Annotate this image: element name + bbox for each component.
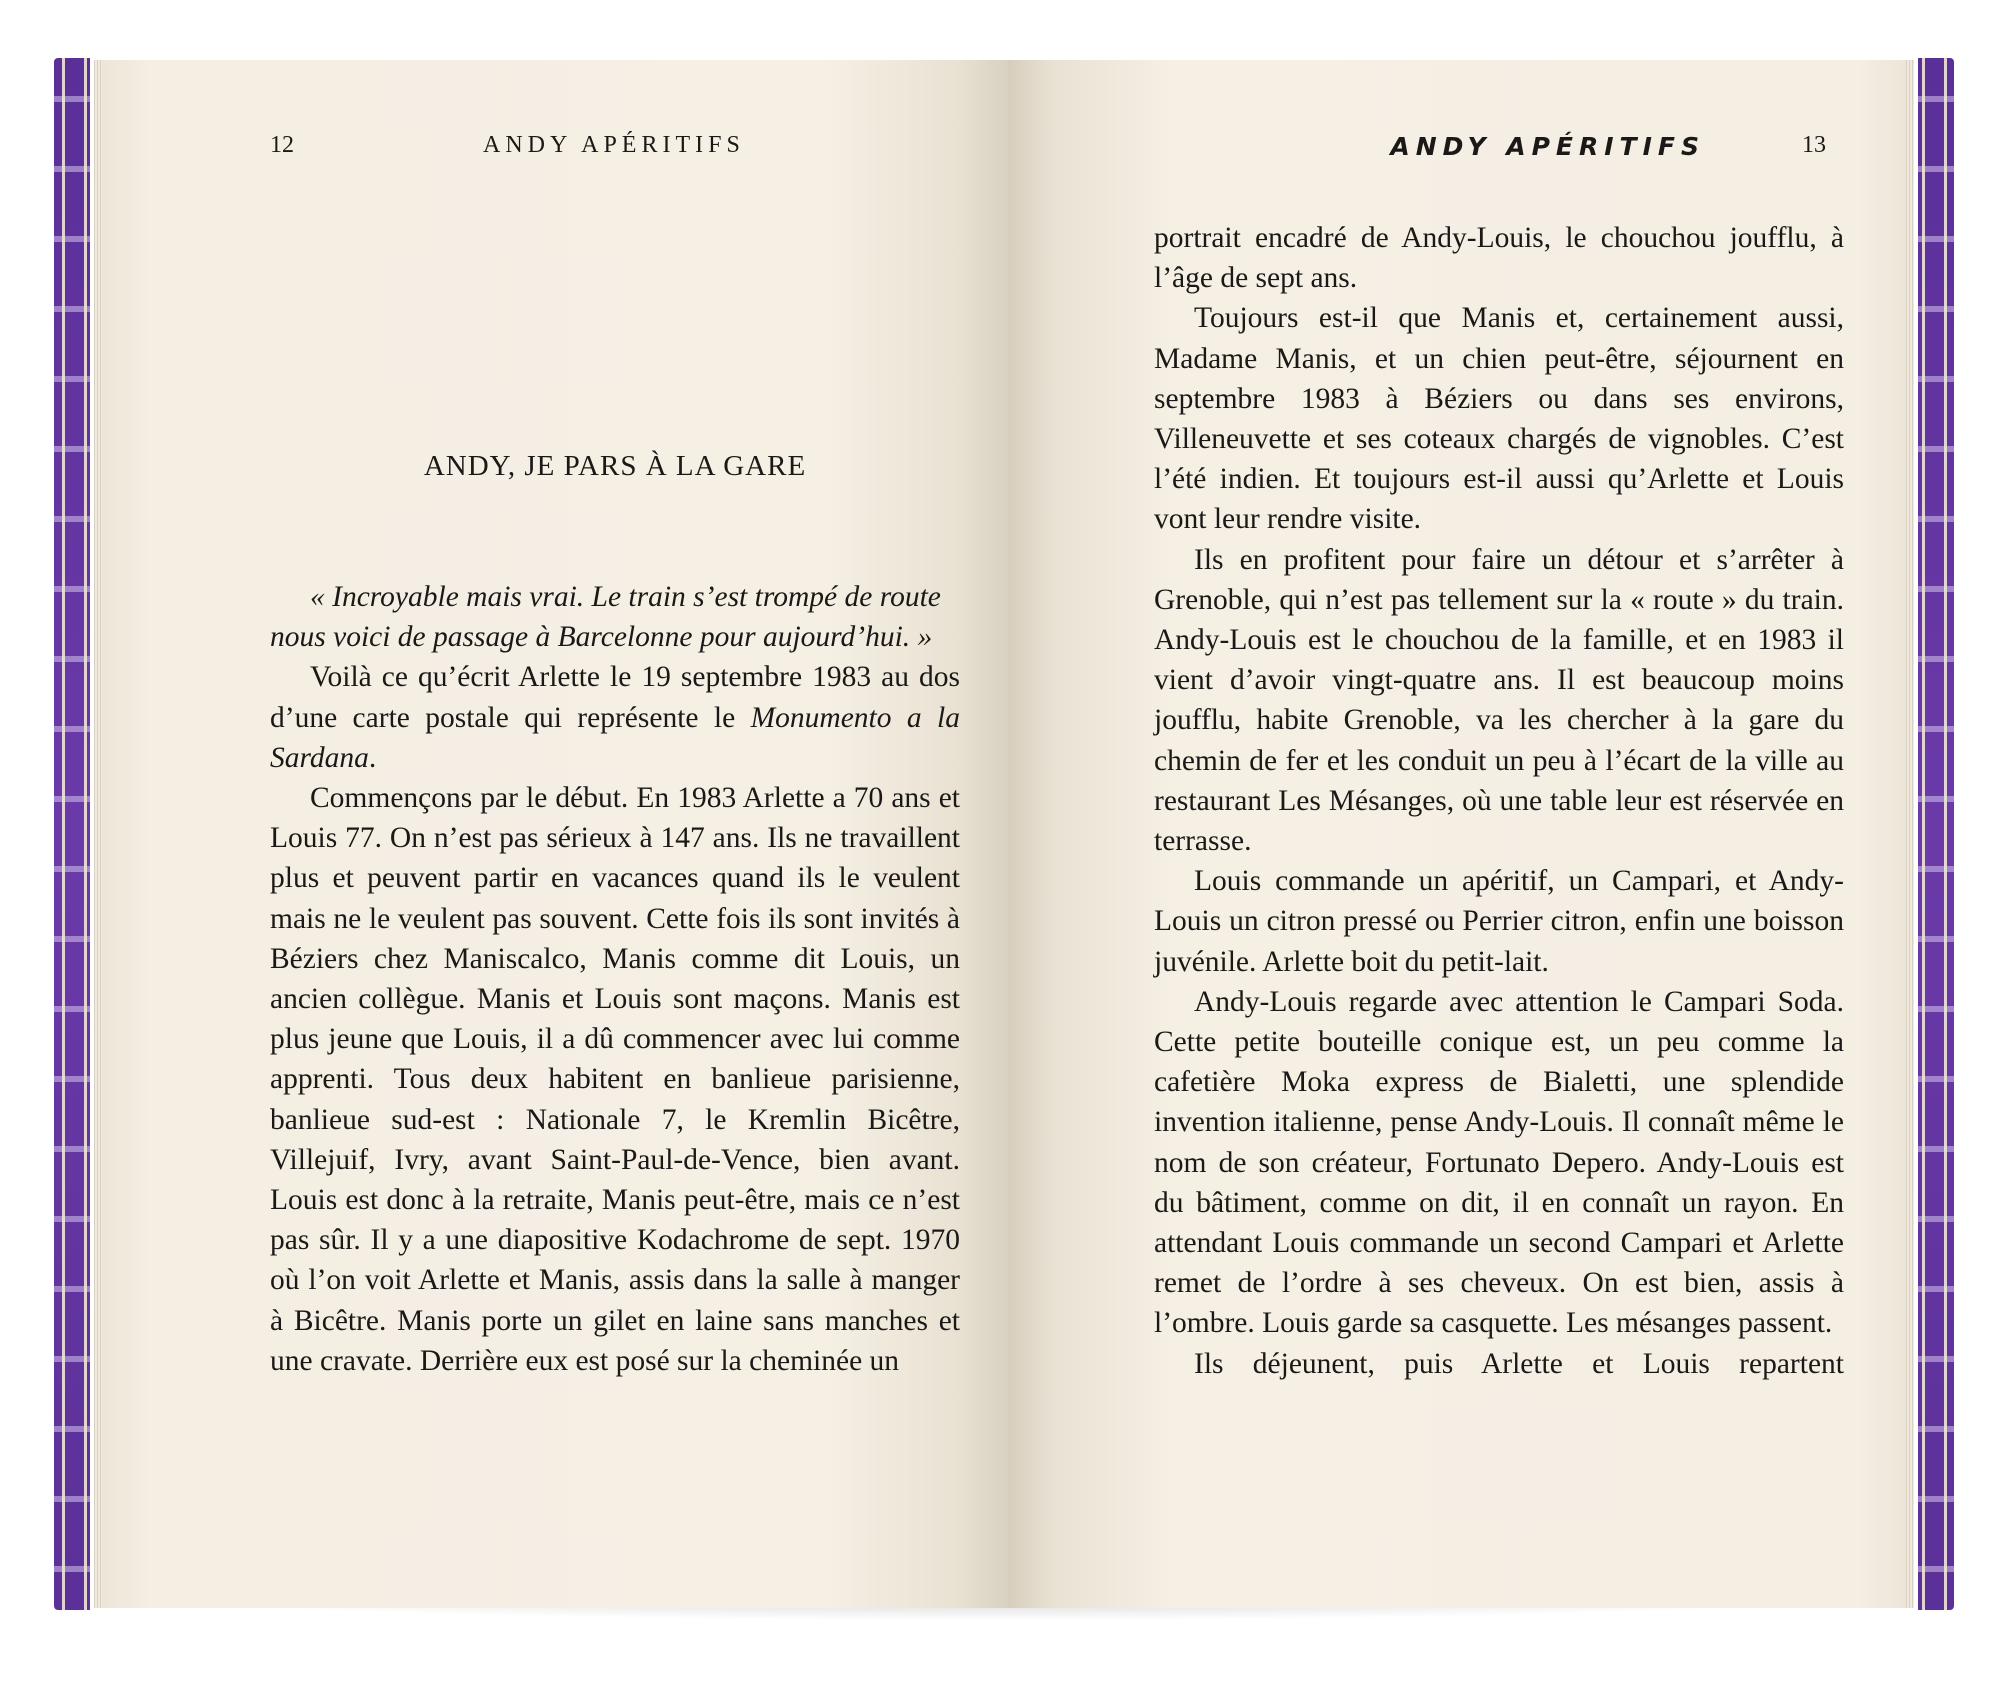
page-number-left: 12 <box>270 132 294 158</box>
paragraph-1-end: . <box>368 741 377 774</box>
postcard-title: Monumento a la Sardana <box>270 701 960 774</box>
paragraph-3: Toujours est-il que Manis et, certainement aussi, Madame Manis, et un chien peut-être, séjournent en septembre 1983 à Béziers ou dans ses environs, Villeneuvette et ses coteaux chargés de vignobles. C’est l’été indien. Et toujours est-il aussi qu’Arlette et Louis vont leur rendre visite. <box>1154 302 1844 536</box>
paragraph-2: Commençons par le début. En 1983 Arlette a 70 ans et Louis 77. On n’est pas sérieux à 147 ans. Ils ne travaillent plus et peuvent partir en vacances quand ils le veulent mais ne le veulent pas souvent. Cette fois ils sont invités à Béziers chez Maniscalco, Manis comme dit Louis, un ancien collègue. Manis et Louis sont maçons. Manis est plus jeune que Louis, il a dû commencer avec lui comme apprenti. Tous deux habitent en banlieue parisienne, banlieue sud-est : Nationale 7, le Kremlin Bicêtre, Villejuif, Ivry, avant Saint-Paul-de-Vence, bien avant. Louis est donc à la retraite, Manis peut-être, mais ce n’est pas sûr. Il y a une diapositive Kodachrome de sept. 1970 où l’on voit Arlette et Manis, assis dans la salle à manger à Bicêtre. Manis porte un gilet en laine sans manches et une cravate. Derrière eux est posé sur la cheminée un <box>270 782 960 1377</box>
running-head-left: ANDY APÉRITIFS <box>483 132 745 158</box>
chapter-title: ANDY, JE PARS À LA GARE <box>423 450 807 482</box>
paragraph-1 <box>270 657 960 778</box>
open-book <box>54 58 1954 1610</box>
cover-edge-right <box>1918 58 1954 1610</box>
left-page <box>94 60 1012 1608</box>
right-text-block <box>1154 218 1844 1384</box>
left-text-block <box>270 577 960 1381</box>
paragraph-6: Andy-Louis regarde avec attention le Campari Soda. Cette petite bouteille conique est, un peu comme la cafetière Moka express de Bialetti, une splendide invention italienne, pense Andy-Louis. Il connaît même le nom de son créateur, Fortunato Depero. Andy-Louis est du bâtiment, comme on dit, il en connaît un rayon. En attendant Louis commande un second Campari et Arlette remet de l’ordre à ses cheveux. On est bien, assis à l’ombre. Louis garde sa casquette. Les mésanges passent. <box>1154 985 1844 1340</box>
page-edge-right <box>1906 60 1914 1608</box>
page-number-right: 13 <box>1802 132 1826 158</box>
cover-edge-left <box>54 58 90 1610</box>
paragraph-1-text: Voilà ce qu’écrit Arlette le 19 septembre 1983 au dos d’une carte postale qui représente le <box>270 661 960 734</box>
epigraph-line-1: « Incroyable mais vrai. Le train s’est trompé de route <box>310 581 941 613</box>
page-edge-left <box>94 60 102 1608</box>
epigraph-line-2: nous voici de passage à Barcelonne pour aujourd’hui. » <box>270 621 933 654</box>
right-page <box>1008 60 1914 1608</box>
paragraph-5: Louis commande un apéritif, un Campari, et Andy-Louis un citron pressé ou Perrier citron, enfin une boisson juvénile. Arlette boit du petit-lait. <box>1154 865 1844 978</box>
running-head-right: ANDY APÉRITIFS <box>1390 132 1705 161</box>
paragraph-4: Ils en profitent pour faire un détour et s’arrêter à Grenoble, qui n’est pas tellement sur la « route » du train. Andy-Louis est le chouchou de la famille, et en 1983 il vient d’avoir vingt-quatre ans. Il est beaucoup moins joufflu, habite Grenoble, va les chercher à la gare du chemin de fer et les conduit un peu à l’écart de la ville au restaurant Les Mésanges, où une table leur est réservée en terrasse. <box>1154 543 1844 858</box>
paragraph-continued: portrait encadré de Andy-Louis, le chouchou joufflu, à l’âge de sept ans. <box>1154 222 1844 295</box>
paragraph-7: Ils déjeunent, puis Arlette et Louis repartent <box>1194 1347 1844 1380</box>
